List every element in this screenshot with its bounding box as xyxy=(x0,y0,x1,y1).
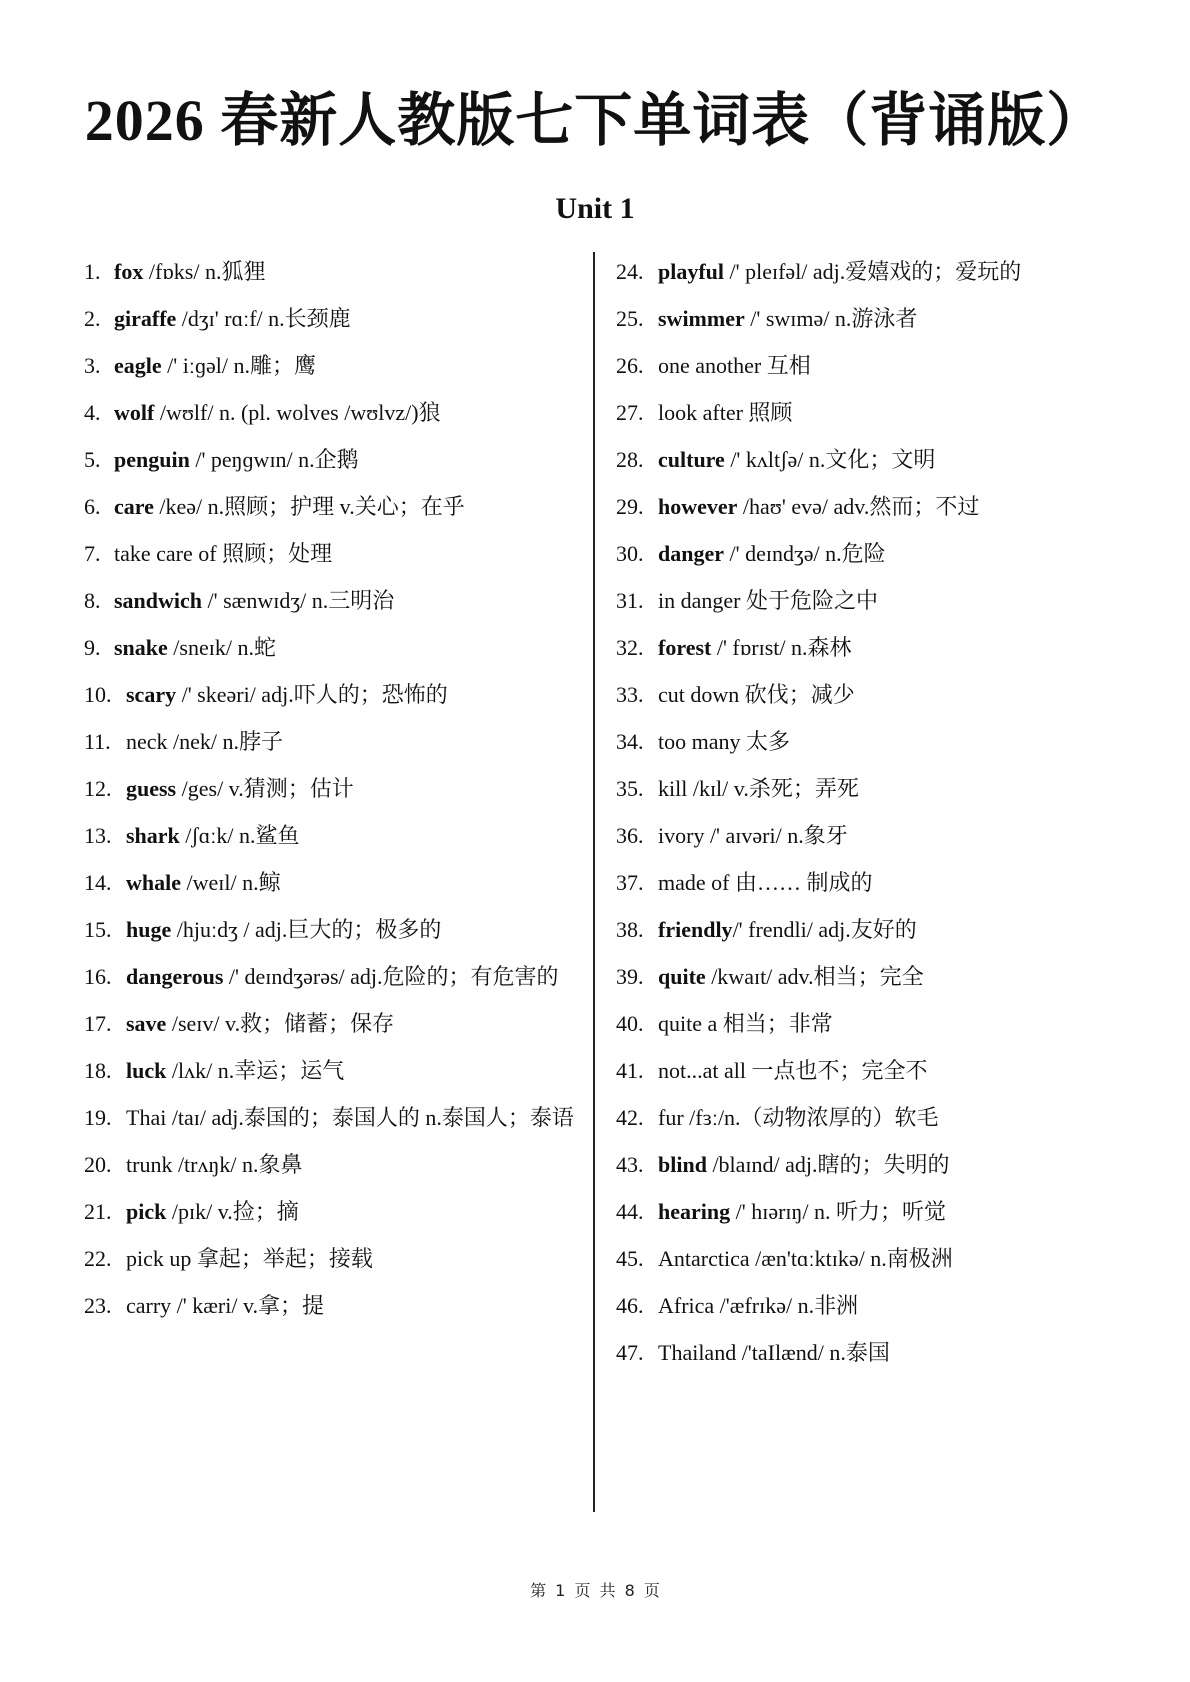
list-item xyxy=(84,389,594,436)
item-definition: cut down 砍伐；减少 xyxy=(658,682,855,707)
item-number: 7. xyxy=(84,541,101,566)
list-item xyxy=(84,859,594,906)
item-definition: /' fɒrɪst/ n.森林 xyxy=(711,635,852,660)
item-word: huge xyxy=(126,917,172,942)
list-item xyxy=(84,483,594,530)
item-definition: Antarctica /æn'tɑːktɪkə/ n.南极洲 xyxy=(658,1246,953,1271)
item-number: 43. xyxy=(616,1152,644,1177)
item-definition: /' deɪndʒə/ n.危险 xyxy=(724,541,886,566)
item-number: 4. xyxy=(84,400,101,425)
item-definition: Thailand /'taIlænd/ n.泰国 xyxy=(658,1340,890,1365)
item-number: 42. xyxy=(616,1105,644,1130)
item-definition: in danger 处于危险之中 xyxy=(658,588,878,613)
item-number: 11. xyxy=(84,729,111,754)
item-number: 14. xyxy=(84,870,112,895)
list-item xyxy=(84,718,594,765)
item-definition: /seɪv/ v.救；储蓄；保存 xyxy=(166,1011,395,1036)
item-word: forest xyxy=(658,635,712,660)
item-number: 45. xyxy=(616,1246,644,1271)
item-word: scary xyxy=(126,682,177,707)
item-definition: /ges/ v.猜测；估计 xyxy=(176,776,354,801)
list-item xyxy=(84,906,594,953)
item-definition: pick up 拿起；举起；接载 xyxy=(126,1246,373,1271)
item-number: 18. xyxy=(84,1058,112,1083)
item-number: 27. xyxy=(616,400,644,425)
item-number: 19. xyxy=(84,1105,112,1130)
list-item xyxy=(616,671,1156,718)
item-word: whale xyxy=(126,870,181,895)
list-item xyxy=(616,577,1156,624)
item-word: danger xyxy=(658,541,724,566)
page-title: 2026 春新人教版七下单词表（背诵版） xyxy=(84,88,1106,153)
item-word: eagle xyxy=(114,353,162,378)
item-definition: /fɒks/ n.狐狸 xyxy=(143,259,266,284)
item-definition: /dʒɪ' rɑːf/ n.长颈鹿 xyxy=(176,306,351,331)
page-footer: 第 1 页 共 8 页 xyxy=(530,1581,660,1600)
item-word: however xyxy=(658,494,738,519)
list-item xyxy=(616,436,1156,483)
item-definition: neck /nek/ n.脖子 xyxy=(126,729,284,754)
list-item xyxy=(616,530,1156,577)
item-number: 16. xyxy=(84,964,112,989)
item-number: 24. xyxy=(616,259,644,284)
item-number: 38. xyxy=(616,917,644,942)
list-item xyxy=(84,1235,594,1282)
item-definition: /keə/ n.照顾；护理 v.关心；在乎 xyxy=(153,494,465,519)
list-item xyxy=(84,1188,594,1235)
item-word: culture xyxy=(658,447,725,472)
item-word: swimmer xyxy=(658,306,745,331)
item-word: fox xyxy=(114,259,144,284)
item-definition: /kwaɪt/ adv.相当；完全 xyxy=(705,964,924,989)
list-item xyxy=(616,295,1156,342)
item-definition: made of 由…… 制成的 xyxy=(658,870,873,895)
list-item xyxy=(84,1282,594,1329)
item-word: pick xyxy=(126,1199,167,1224)
item-word: giraffe xyxy=(114,306,177,331)
item-number: 21. xyxy=(84,1199,112,1224)
item-definition: /haʊ' evə/ adv.然而；不过 xyxy=(737,494,980,519)
item-number: 33. xyxy=(616,682,644,707)
item-number: 13. xyxy=(84,823,112,848)
list-item xyxy=(616,906,1156,953)
item-definition: /weɪl/ n.鲸 xyxy=(181,870,281,895)
item-definition: look after 照顾 xyxy=(658,400,793,425)
list-item xyxy=(84,624,594,671)
list-item xyxy=(616,859,1156,906)
item-number: 3. xyxy=(84,353,101,378)
item-number: 28. xyxy=(616,447,644,472)
item-word: snake xyxy=(114,635,168,660)
item-number: 23. xyxy=(84,1293,112,1318)
item-definition: /' skeəri/ adj.吓人的；恐怖的 xyxy=(176,682,448,707)
item-definition: too many 太多 xyxy=(658,729,790,754)
item-number: 37. xyxy=(616,870,644,895)
item-word: shark xyxy=(126,823,180,848)
list-item xyxy=(616,342,1156,389)
list-item xyxy=(616,1000,1156,1047)
list-item xyxy=(616,718,1156,765)
list-item xyxy=(616,1188,1156,1235)
item-number: 36. xyxy=(616,823,644,848)
list-item xyxy=(84,671,594,718)
list-item xyxy=(84,765,594,812)
item-number: 47. xyxy=(616,1340,644,1365)
item-definition: /' deɪndʒərəs/ adj.危险的；有危害的 xyxy=(223,964,559,989)
item-number: 40. xyxy=(616,1011,644,1036)
item-number: 35. xyxy=(616,776,644,801)
item-number: 10. xyxy=(84,682,112,707)
item-number: 1. xyxy=(84,259,101,284)
item-word: friendly xyxy=(658,917,733,942)
list-item xyxy=(616,1282,1156,1329)
list-item xyxy=(616,812,1156,859)
item-definition: carry /' kæri/ v.拿；提 xyxy=(126,1293,325,1318)
column-divider xyxy=(593,252,595,1512)
item-word: luck xyxy=(126,1058,167,1083)
item-number: 6. xyxy=(84,494,101,519)
item-number: 26. xyxy=(616,353,644,378)
list-item xyxy=(84,1047,594,1094)
list-item xyxy=(84,953,594,1000)
item-number: 12. xyxy=(84,776,112,801)
left-column xyxy=(84,248,594,1329)
item-definition: /blaɪnd/ adj.瞎的；失明的 xyxy=(706,1152,950,1177)
item-number: 9. xyxy=(84,635,101,660)
item-definition: /sneɪk/ n.蛇 xyxy=(167,635,276,660)
list-item xyxy=(84,530,594,577)
item-word: sandwich xyxy=(114,588,203,613)
item-word: playful xyxy=(658,259,725,284)
item-definition: /pɪk/ v.捡；摘 xyxy=(166,1199,299,1224)
list-item xyxy=(84,1094,594,1141)
list-item xyxy=(616,248,1156,295)
item-word: wolf xyxy=(114,400,155,425)
list-item xyxy=(84,295,594,342)
item-definition: quite a 相当；非常 xyxy=(658,1011,833,1036)
item-number: 20. xyxy=(84,1152,112,1177)
item-definition: /' iːɡəl/ n.雕；鹰 xyxy=(161,353,316,378)
item-number: 15. xyxy=(84,917,112,942)
item-word: blind xyxy=(658,1152,707,1177)
list-item xyxy=(616,953,1156,1000)
item-number: 2. xyxy=(84,306,101,331)
item-number: 34. xyxy=(616,729,644,754)
item-number: 17. xyxy=(84,1011,112,1036)
list-item xyxy=(84,577,594,624)
item-definition: take care of 照顾；处理 xyxy=(114,541,333,566)
item-definition: Africa /'æfrɪkə/ n.非洲 xyxy=(658,1293,859,1318)
item-definition: /' sænwɪdʒ/ n.三明治 xyxy=(202,588,395,613)
list-item xyxy=(84,812,594,859)
list-item xyxy=(616,1141,1156,1188)
item-definition: /' peŋɡwɪn/ n.企鹅 xyxy=(189,447,359,472)
item-number: 31. xyxy=(616,588,644,613)
item-definition: /hjuːdʒ / adj.巨大的；极多的 xyxy=(171,917,442,942)
item-definition: /lʌk/ n.幸运；运气 xyxy=(166,1058,345,1083)
item-definition: /' kʌltʃə/ n.文化；文明 xyxy=(724,447,936,472)
item-definition: kill /kɪl/ v.杀死；弄死 xyxy=(658,776,859,801)
item-word: quite xyxy=(658,964,706,989)
item-definition: trunk /trʌŋk/ n.象鼻 xyxy=(126,1152,303,1177)
right-column xyxy=(616,248,1156,1376)
item-definition: ivory /' aɪvəri/ n.象牙 xyxy=(658,823,848,848)
item-number: 39. xyxy=(616,964,644,989)
item-number: 46. xyxy=(616,1293,644,1318)
item-number: 44. xyxy=(616,1199,644,1224)
item-number: 22. xyxy=(84,1246,112,1271)
item-number: 8. xyxy=(84,588,101,613)
list-item xyxy=(616,1329,1156,1376)
list-item xyxy=(84,342,594,389)
list-item xyxy=(616,483,1156,530)
item-definition: /' swɪmə/ n.游泳者 xyxy=(744,306,918,331)
item-word: dangerous xyxy=(126,964,224,989)
item-number: 5. xyxy=(84,447,101,472)
item-definition: /ʃɑːk/ n.鲨鱼 xyxy=(179,823,300,848)
list-item xyxy=(84,436,594,483)
item-number: 30. xyxy=(616,541,644,566)
list-item xyxy=(84,1000,594,1047)
item-word: hearing xyxy=(658,1199,731,1224)
list-item xyxy=(616,624,1156,671)
list-item xyxy=(616,765,1156,812)
item-definition: /wʊlf/ n. (pl. wolves /wʊlvz/)狼 xyxy=(154,400,441,425)
list-item xyxy=(616,1094,1156,1141)
item-number: 32. xyxy=(616,635,644,660)
list-item xyxy=(616,1047,1156,1094)
list-item xyxy=(616,1235,1156,1282)
list-item xyxy=(84,1141,594,1188)
item-word: penguin xyxy=(114,447,190,472)
item-definition: Thai /taɪ/ adj.泰国的；泰国人的 n.泰国人；泰语 xyxy=(126,1105,574,1130)
item-definition: /' hɪərɪŋ/ n. 听力；听觉 xyxy=(730,1199,947,1224)
item-definition: not...at all 一点也不；完全不 xyxy=(658,1058,928,1083)
item-word: care xyxy=(114,494,154,519)
item-definition: /' frendli/ adj.友好的 xyxy=(732,917,917,942)
item-number: 25. xyxy=(616,306,644,331)
list-item xyxy=(616,389,1156,436)
item-definition: fur /fɜː/n.（动物浓厚的）软毛 xyxy=(658,1105,939,1130)
item-word: guess xyxy=(126,776,177,801)
item-number: 29. xyxy=(616,494,644,519)
item-definition: /' pleɪfəl/ adj.爱嬉戏的；爱玩的 xyxy=(724,259,1022,284)
list-item xyxy=(84,248,594,295)
item-word: save xyxy=(126,1011,167,1036)
unit-heading: Unit 1 xyxy=(555,192,635,225)
item-number: 41. xyxy=(616,1058,644,1083)
item-definition: one another 互相 xyxy=(658,353,811,378)
